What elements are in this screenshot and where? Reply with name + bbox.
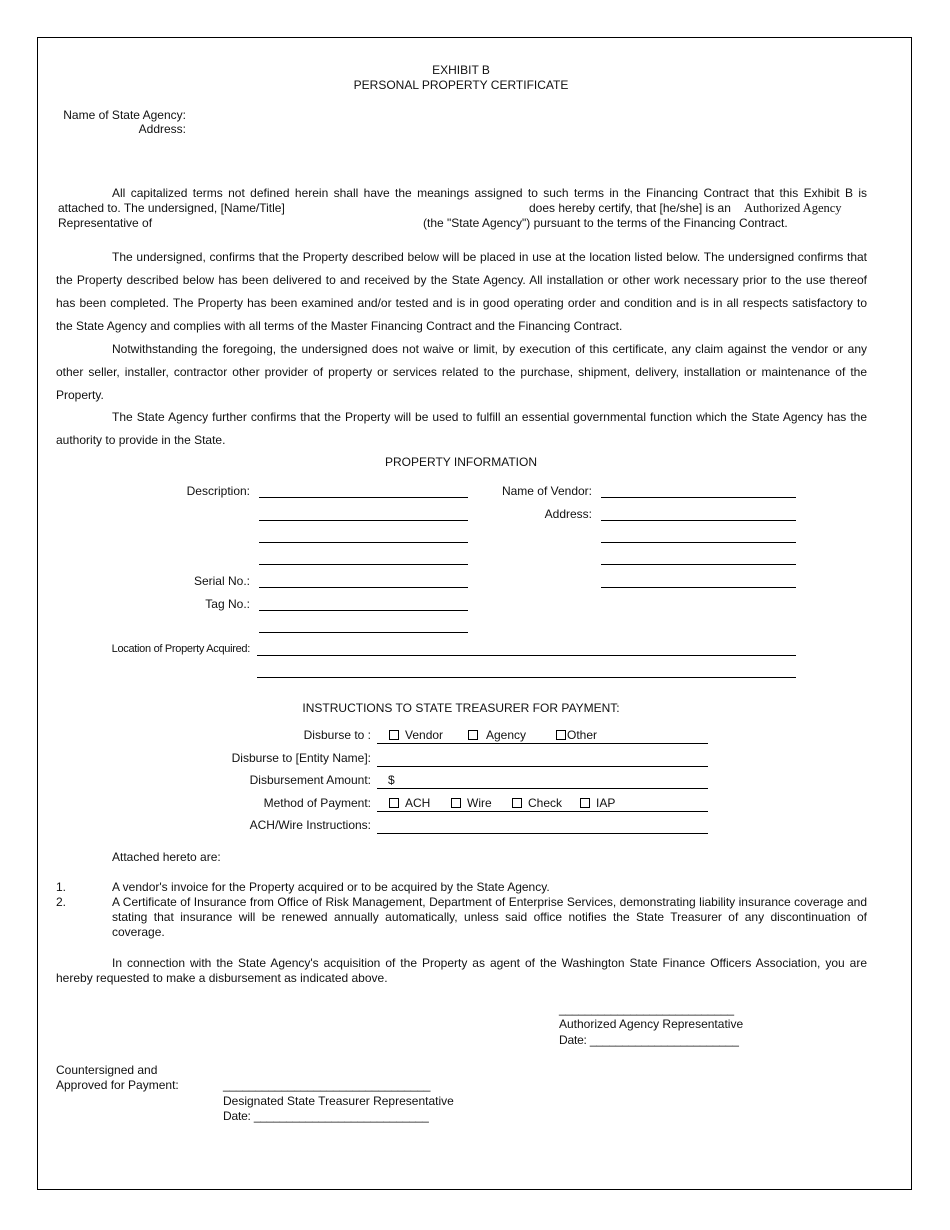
ach-instructions-line[interactable] xyxy=(377,833,708,834)
disburse-to-line xyxy=(377,743,708,744)
attachment-item: A vendor's invoice for the Property acquired or to be acquired by the State Agency. xyxy=(112,880,550,894)
intro-line-3a: Representative of xyxy=(58,216,153,230)
description-line-2[interactable] xyxy=(259,520,468,521)
property-info-heading: PROPERTY INFORMATION xyxy=(384,455,537,469)
attachment-number: 1. xyxy=(56,880,67,894)
checkbox-icon[interactable] xyxy=(512,798,522,808)
description-label: Description: xyxy=(186,484,250,498)
agency-name-label: Name of State Agency: xyxy=(63,108,186,122)
amount-line[interactable] xyxy=(377,788,708,789)
vendor-address-label: Address: xyxy=(544,507,592,521)
treasurer-signature-date[interactable]: Date: ___________________________ xyxy=(223,1109,429,1123)
attachment-item: A Certificate of Insurance from Office of Risk Management, Department of Enterprise Services, demonstrating liability insurance coverage and stating that insurance will be renewed annually automatically, unless said office notifies the State Treasurer of any discontinuation of coverage. xyxy=(112,895,867,939)
vendor-address-line-2[interactable] xyxy=(601,542,796,543)
location-label: Location of Property Acquired: xyxy=(111,643,250,655)
checkbox-icon[interactable] xyxy=(580,798,590,808)
method-label: Method of Payment: xyxy=(263,796,371,810)
attachment-number: 2. xyxy=(56,895,67,909)
checkbox-icon[interactable] xyxy=(556,730,566,740)
agency-signature-title: Authorized Agency Representative xyxy=(559,1017,744,1031)
method-option-check[interactable]: Check xyxy=(512,796,562,810)
entity-name-label: Disburse to [Entity Name]: xyxy=(231,751,371,765)
tag-line-1[interactable] xyxy=(259,610,468,611)
treasurer-signature-title: Designated State Treasurer Representative xyxy=(223,1094,454,1108)
payment-heading: INSTRUCTIONS TO STATE TREASURER FOR PAYMENT: xyxy=(302,701,620,715)
checkbox-icon[interactable] xyxy=(389,798,399,808)
tag-label: Tag No.: xyxy=(205,597,250,611)
disburse-option-vendor[interactable]: Vendor xyxy=(389,728,443,742)
vendor-address-line-1[interactable] xyxy=(601,520,796,521)
paragraph-essential-function: The State Agency further confirms that the Property will be used to fulfill an essential governmental function which the State Agency has the authority to provide in the State. xyxy=(56,410,867,447)
disburse-to-label: Disburse to : xyxy=(303,728,371,742)
amount-label: Disbursement Amount: xyxy=(249,773,371,787)
entity-name-line[interactable] xyxy=(377,766,708,767)
location-line-2[interactable] xyxy=(257,677,796,678)
vendor-name-line[interactable] xyxy=(601,497,796,498)
intro-line-2a: attached to. The undersigned, [Name/Title] xyxy=(58,201,285,215)
approved-for-payment-label: Approved for Payment: xyxy=(56,1078,179,1092)
checkbox-icon[interactable] xyxy=(389,730,399,740)
vendor-address-line-3[interactable] xyxy=(601,564,796,565)
vendor-address-line-4[interactable] xyxy=(601,587,796,588)
intro-line-2c: Authorized Agency xyxy=(744,201,842,215)
treasurer-signature-line[interactable]: ________________________________ xyxy=(223,1078,431,1092)
disburse-option-agency[interactable]: Agency xyxy=(468,728,526,742)
intro-line-3b: (the "State Agency") pursuant to the terms of the Financing Contract. xyxy=(423,216,788,230)
agency-signature-line[interactable]: ___________________________ xyxy=(559,1002,734,1016)
location-line-1[interactable] xyxy=(257,655,796,656)
description-line-3[interactable] xyxy=(259,542,468,543)
checkbox-icon[interactable] xyxy=(451,798,461,808)
method-option-iap[interactable]: IAP xyxy=(580,796,615,810)
disburse-option-other[interactable]: Other xyxy=(556,728,597,742)
paragraph-property-confirmation: The undersigned, confirms that the Property described below will be placed in use at the location listed below. The undersigned confirms that the Property described below has been delivered to and received by the State Agency. All installation or other work necessary prior to the use thereof has been completed. The Property has been examined and/or tested and is in good operating order and condition and is in all respects satisfactory to the State Agency and complies with all terms of the Master Financing Contract and the Financing Contract. xyxy=(56,250,867,333)
tag-line-2[interactable] xyxy=(259,632,468,633)
countersigned-label: Countersigned and xyxy=(56,1063,158,1077)
method-line xyxy=(377,811,708,812)
agency-signature-date[interactable]: Date: _______________________ xyxy=(559,1033,739,1047)
checkbox-icon[interactable] xyxy=(468,730,478,740)
description-line-4[interactable] xyxy=(259,564,468,565)
intro-line-1: All capitalized terms not defined herein shall have the meanings assigned to such terms in the Financing Contract that this Exhibit B is xyxy=(112,186,867,200)
closing-paragraph: In connection with the State Agency's acquisition of the Property as agent of the Washington State Finance Officers Association, you are hereby requested to make a disbursement as indicated above. xyxy=(56,956,867,985)
paragraph-no-waiver: Notwithstanding the foregoing, the undersigned does not waive or limit, by execution of this certificate, any claim against the vendor or any other seller, installer, contractor other provider of property or services related to the purchase, shipment, delivery, installation or maintenance of the Property. xyxy=(56,342,867,402)
description-line-1[interactable] xyxy=(259,497,468,498)
method-option-wire[interactable]: Wire xyxy=(451,796,492,810)
method-option-ach[interactable]: ACH xyxy=(389,796,430,810)
currency-symbol: $ xyxy=(388,773,395,787)
intro-line-2b: does hereby certify, that [he/she] is an xyxy=(529,201,731,215)
exhibit-label: EXHIBIT B xyxy=(432,63,490,77)
serial-line[interactable] xyxy=(259,587,468,588)
ach-instructions-label: ACH/Wire Instructions: xyxy=(249,818,371,832)
serial-label: Serial No.: xyxy=(193,574,250,588)
document-title: PERSONAL PROPERTY CERTIFICATE xyxy=(353,78,569,92)
attachments-intro: Attached hereto are: xyxy=(112,850,221,864)
agency-address-label: Address: xyxy=(138,122,186,136)
vendor-name-label: Name of Vendor: xyxy=(501,484,592,498)
